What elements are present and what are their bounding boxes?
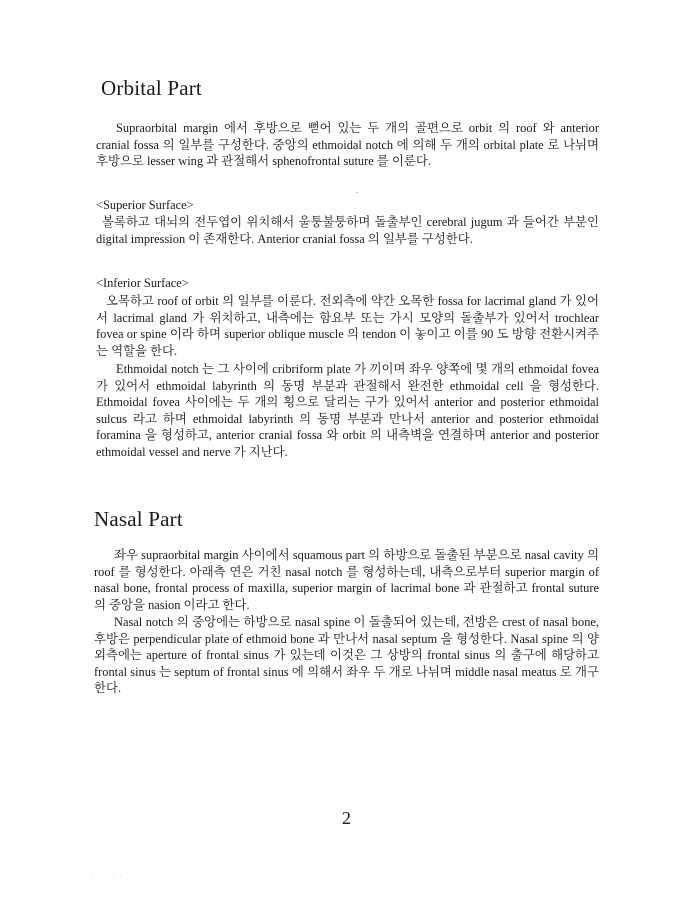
orbital-part-title: Orbital Part — [101, 76, 202, 100]
nasal-paragraph-2: Nasal notch 의 중앙에는 하방으로 nasal spine 이 돌출되어 있는데, 전방은 crest of nasal bone, 후방은 perpendicular plate of ethmoid bone 과 만나서 nasal septum 을 형성한다. Nasal spine 의 양외측에는 aperture of frontal sinus 가 있는데 이것은 그 상방의 frontal sinus 의 출구에 해당하고 frontal sinus 는 septum of frontal sinus 에 의해서 좌우 두 개로 나뉘며 middle nasal meatus 로 개구한다. — [94, 615, 599, 695]
scan-artifact: · · · · · — [90, 872, 123, 882]
superior-surface-heading: <Superior Surface> — [96, 198, 194, 212]
nasal-part-title: Nasal Part — [94, 507, 183, 531]
inferior-surface-heading: <Inferior Surface> — [96, 276, 189, 290]
superior-surface-paragraph: 볼록하고 대뇌의 전두엽이 위치해서 울퉁불퉁하며 돌출부인 cerebral jugum 과 들어간 부분인 digital impression 이 존재한다. Anterior cranial fossa 의 일부를 구성한다. — [96, 215, 599, 246]
page-number: 2 — [342, 808, 351, 828]
orbital-intro-paragraph: Supraorbital margin 에서 후방으로 뻗어 있는 두 개의 골편으로 orbit 의 roof 와 anterior cranial fossa 의 일부를 구성한다. 중앙의 ethmoidal notch 에 의해 두 개의 orbital plate 로 나뉘며 후방으로 lesser wing 과 관절해서 sphenofrontal suture 를 이룬다. — [96, 121, 599, 168]
divider-mark: · — [355, 188, 359, 199]
inferior-surface-paragraph-2: Ethmoidal notch 는 그 사이에 cribriform plate 가 끼이며 좌우 양쪽에 몇 개의 ethmoidal fovea 가 있어서 ethmoidal labyrinth 의 동명 부분과 관절해서 완전한 ethmoidal cell 을 형성한다. Ethmoidal fovea 사이에는 두 개의 횡으로 달리는 구가 있어서 anterior and posterior ethmoidal sulcus 라고 하며 ethmoidal labyrinth 의 동명 부분과 만나서 anterior and posterior ethmoidal foramina 을 형성하고, anterior cranial fossa 와 orbit 의 내측벽을 연결하며 anterior and posterior ethmoidal vessel and nerve 가 지난다. — [96, 362, 599, 459]
inferior-surface-paragraph-1: 오목하고 roof of orbit 의 일부를 이룬다. 전외측에 약간 오목한 fossa for lacrimal gland 가 있어서 lacrimal gland 가 위치하고, 내측에는 함요부 또는 가시 모양의 돌출부가 있어서 trochlear fovea or spine 이라 하며 superior oblique muscle 의 tendon 이 놓이고 이를 90 도 방향 전환시켜주는 역할을 한다. — [96, 294, 599, 358]
nasal-paragraph-1: 좌우 supraorbital margin 사이에서 squamous part 의 하방으로 돌출된 부분으로 nasal cavity 의 roof 를 형성한다. 아래측 연은 거친 nasal notch 를 형성하는데, 내측으로부터 superior margin of nasal bone, frontal process of maxilla, superior margin of lacrimal bone 과 관절하고 frontal suture 의 중앙을 nasion 이라고 한다. — [94, 548, 599, 612]
